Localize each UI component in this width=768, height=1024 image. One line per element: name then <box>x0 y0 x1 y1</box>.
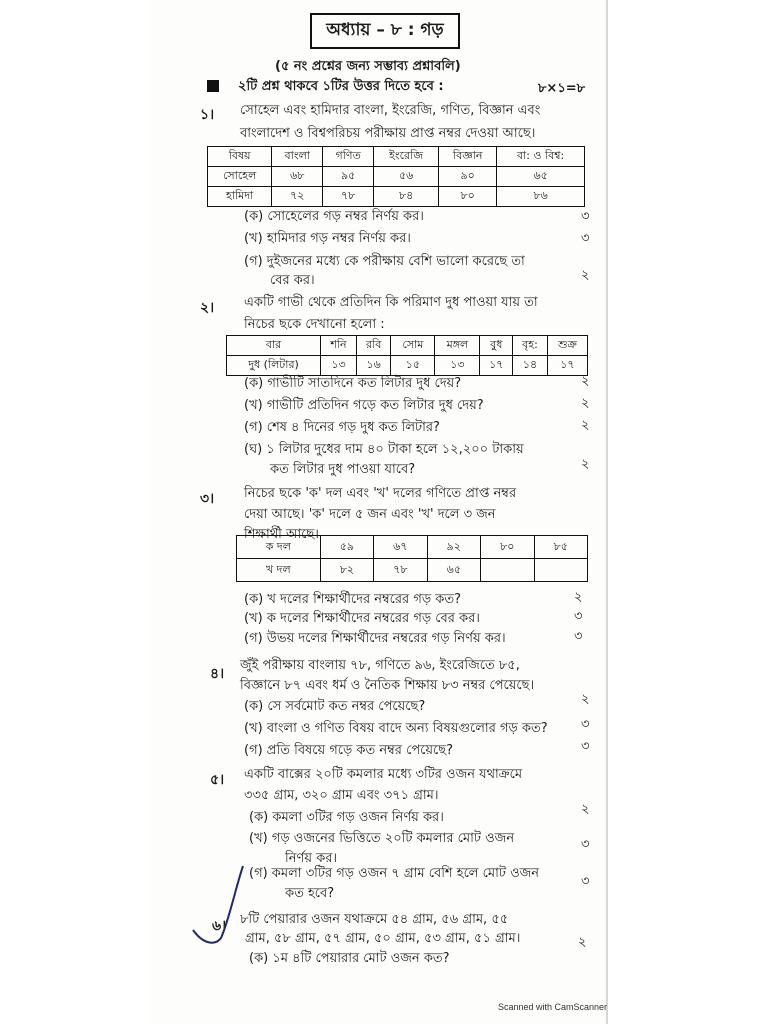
q1-a-marks: ৩ <box>581 209 590 224</box>
q6-part-a: (ক) ১ম ৪টি পেয়ারার মোট ওজন কত? <box>249 951 450 966</box>
q4-number: ৪। <box>210 666 225 682</box>
q1-cell: বা: ও বিশ্ব: <box>497 147 585 167</box>
q3-part-a: (ক) খ দলের শিক্ষার্থীদের নম্বরের গড় কত? <box>244 592 462 607</box>
q3-cell: ৮২ <box>320 559 373 582</box>
q1-cell: ৯০ <box>439 167 497 187</box>
q1-cell: ৬৮ <box>272 167 323 187</box>
q3-group-table <box>236 535 588 582</box>
q5-line2: ৩৩৫ গ্রাম, ৩২০ গ্রাম এবং ৩৭১ গ্রাম। <box>244 788 439 803</box>
q1-cell: ৭৮ <box>323 187 374 207</box>
q2-part-d-cont: কত লিটার দুধ পাওয়া যাবে? <box>270 462 416 477</box>
page-edge-line <box>606 0 608 1024</box>
q3-line1: নিচের ছকে 'ক' দল এবং 'খ' দলের গণিতে প্রাপ্ত নম্বর <box>244 486 517 501</box>
q2-part-b: (খ) গাভীটি প্রতিদিন গড়ে কত লিটার দুধ দেয়? <box>244 398 484 413</box>
q6-line2: গ্রাম, ৫৮ গ্রাম, ৫৭ গ্রাম, ৫০ গ্রাম, ৫৩ গ্রাম, ৫১ গ্রাম। <box>245 931 521 946</box>
q3-cell <box>534 559 587 582</box>
q3-cell: ৫৯ <box>320 536 373 559</box>
q3-cell: ৬৫ <box>427 559 480 582</box>
q3-cell: ৯২ <box>427 536 480 559</box>
q1-part-c-cont: বের কর। <box>270 273 315 288</box>
q1-cell: বিষয় <box>208 147 272 167</box>
q1-line1: সোহেল এবং হামিদার বাংলা, ইংরেজি, গণিত, বিজ্ঞান এবং <box>240 103 541 118</box>
q2-cell: বার <box>227 336 321 356</box>
q5-part-c-cont: কত হবে? <box>285 886 335 901</box>
q2-cell: শনি <box>321 336 357 356</box>
q2-part-c: (গ) শেষ ৪ দিনের গড় দুধ কত লিটার? <box>244 420 440 435</box>
q2-row <box>227 336 588 356</box>
q2-line2: নিচের ছকে দেখানো হলো : <box>244 317 385 332</box>
q1-cell: ৮৬ <box>497 187 585 207</box>
q1-cell: সোহেল <box>208 167 272 187</box>
q1-cell: ৮০ <box>439 187 497 207</box>
q2-milk-table <box>226 335 588 376</box>
q3-row <box>237 559 588 582</box>
q2-a-marks: ২ <box>581 374 590 389</box>
q5-c-marks: ৩ <box>581 874 590 889</box>
q5-part-c: (গ) কমলা ৩টির গড় ওজন ৭ গ্রাম বেশি হলে মোট ওজন <box>249 866 540 881</box>
q6-a-marks: ২ <box>578 935 587 950</box>
q2-cell: ১৩ <box>435 356 480 376</box>
q4-line2: বিজ্ঞানে ৮৭ এবং ধর্ম ও নৈতিক শিক্ষায় ৮৩ নম্বর পেয়েছে। <box>240 678 535 693</box>
q1-cell: ৮৪ <box>374 187 439 207</box>
q5-part-b-cont: নির্ণয় কর। <box>285 851 338 866</box>
q3-cell: ৭৮ <box>374 559 428 582</box>
pen-mark-icon <box>185 860 255 950</box>
q3-part-b: (খ) ক দলের শিক্ষার্থীদের নম্বরের গড় বের কর। <box>244 611 480 626</box>
q2-d-marks: ২ <box>581 457 590 472</box>
scanner-watermark: Scanned with CamScanner <box>498 1002 608 1012</box>
q1-part-a: (ক) সোহেলের গড় নম্বর নির্ণয় কর। <box>244 209 424 224</box>
q2-cell: বুধ <box>480 336 513 356</box>
q6-number: ৬। <box>212 918 227 934</box>
q2-cell: বৃহ: <box>513 336 548 356</box>
q5-number: ৫। <box>210 772 225 788</box>
q2-number: ২। <box>200 300 215 316</box>
q1-cell: ৯৫ <box>323 167 374 187</box>
q1-cell: বাংলা <box>272 147 323 167</box>
q3-a-marks: ২ <box>574 590 583 605</box>
q2-cell: ১৫ <box>391 356 435 376</box>
q5-b-marks: ৩ <box>581 837 590 852</box>
q1-part-b: (খ) হামিদার গড় নম্বর নির্ণয় কর। <box>244 231 411 246</box>
q6-line1: ৮টি পেয়ারার ওজন যথাক্রমে ৫৪ গ্রাম, ৫৬ গ্রাম, ৫৫ <box>240 912 509 927</box>
q4-b-marks: ৩ <box>581 717 590 732</box>
q2-cell: ১৬ <box>356 356 390 376</box>
q4-part-a: (ক) সে সর্বমোট কত নম্বর পেয়েছে? <box>244 699 426 714</box>
q2-line1: একটি গাভী থেকে প্রতিদিন কি পরিমাণ দুধ পাওয়া যায় তা <box>244 295 538 310</box>
q3-part-c: (গ) উভয় দলের শিক্ষার্থীদের নম্বরের গড় নির্ণয় কর। <box>244 631 506 646</box>
chapter-title: অধ্যায় – ৮ : গড় <box>310 13 460 49</box>
q2-part-a: (ক) গাভীটি সাতদিনে কত লিটার দুধ দেয়? <box>244 376 462 391</box>
q2-cell: ১৪ <box>513 356 548 376</box>
q2-cell: ১৭ <box>547 356 587 376</box>
q1-row <box>208 187 585 207</box>
q1-cell: ৫৬ <box>374 167 439 187</box>
q3-b-marks: ৩ <box>574 609 583 624</box>
subtitle: (৫ নং প্রশ্নের জন্য সম্ভাব্য প্রশ্নাবলি) <box>275 59 461 74</box>
q1-cell: ৭২ <box>272 187 323 207</box>
q2-cell: সোম <box>391 336 435 356</box>
q1-cell: ৬৫ <box>497 167 585 187</box>
instruction-marks: ৮×১=৮ <box>538 81 586 96</box>
q1-cell: হামিদা <box>208 187 272 207</box>
q1-b-marks: ৩ <box>581 231 590 246</box>
q2-cell: দুধ (লিটার) <box>227 356 321 376</box>
q5-a-marks: ২ <box>581 802 590 817</box>
q1-part-c: (গ) দুইজনের মধ্যে কে পরীক্ষায় বেশি ভালো করেছে তা <box>244 254 525 269</box>
q3-cell: ৮৫ <box>534 536 587 559</box>
q1-cell: ইংরেজি <box>374 147 439 167</box>
q3-number: ৩। <box>200 491 215 507</box>
q4-a-marks: ২ <box>581 692 590 707</box>
q3-line3: শিক্ষার্থী আছে। <box>244 527 319 542</box>
q3-cell: খ দল <box>237 559 321 582</box>
q1-row <box>208 147 585 167</box>
q1-cell: বিজ্ঞান <box>439 147 497 167</box>
q2-c-marks: ২ <box>581 418 590 433</box>
q4-part-c: (গ) প্রতি বিষয়ে গড়ে কত নম্বর পেয়েছে? <box>244 743 454 758</box>
q5-line1: একটি বাক্সের ২০টি কমলার মধ্যে ৩টির ওজন যথাক্রমে <box>244 767 523 782</box>
q2-cell: ১৩ <box>321 356 357 376</box>
q1-row <box>208 167 585 187</box>
q3-c-marks: ৩ <box>574 629 583 644</box>
q1-number: ১। <box>200 107 215 123</box>
q1-line2: বাংলাদেশ ও বিশ্বপরিচয় পরীক্ষায় প্রাপ্ত নম্বর দেওয়া আছে। <box>240 126 536 141</box>
q3-cell: ৮০ <box>481 536 534 559</box>
q1-c-marks: ২ <box>581 268 590 283</box>
q4-c-marks: ৩ <box>581 739 590 754</box>
q4-part-b: (খ) বাংলা ও গণিত বিষয় বাদে অন্য বিষয়গুলোর গড় কত? <box>244 721 548 736</box>
bullet-square-icon <box>207 80 219 92</box>
q2-cell: মঙ্গল <box>435 336 480 356</box>
q3-cell <box>481 559 534 582</box>
q2-part-d: (ঘ) ১ লিটার দুধের দাম ৪০ টাকা হলে ১২,২০০ টাকায় <box>244 442 524 457</box>
q3-row <box>237 536 588 559</box>
q2-row <box>227 356 588 376</box>
q3-line2: দেয়া আছে। 'ক' দলে ৫ জন এবং 'খ' দলে ৩ জন <box>244 507 496 522</box>
q1-marks-table <box>207 146 585 207</box>
q2-cell: রবি <box>356 336 390 356</box>
q1-cell: গণিত <box>323 147 374 167</box>
q2-cell: ১৭ <box>480 356 513 376</box>
q2-b-marks: ২ <box>581 396 590 411</box>
q2-cell: শুক্র <box>547 336 587 356</box>
q4-line1: জুঁই পরীক্ষায় বাংলায় ৭৮, গণিতে ৯৬, ইংরেজিতে ৮৫, <box>240 658 520 673</box>
q5-part-b: (খ) গড় ওজনের ভিত্তিতে ২০টি কমলার মোট ওজন <box>249 831 515 846</box>
q3-cell: ৬৭ <box>374 536 428 559</box>
q3-cell: ক দল <box>237 536 321 559</box>
q5-part-a: (ক) কমলা ৩টির গড় ওজন নির্ণয় কর। <box>249 810 444 825</box>
instruction: ২টি প্রশ্ন থাকবে ১টির উত্তর দিতে হবে : <box>238 79 444 94</box>
